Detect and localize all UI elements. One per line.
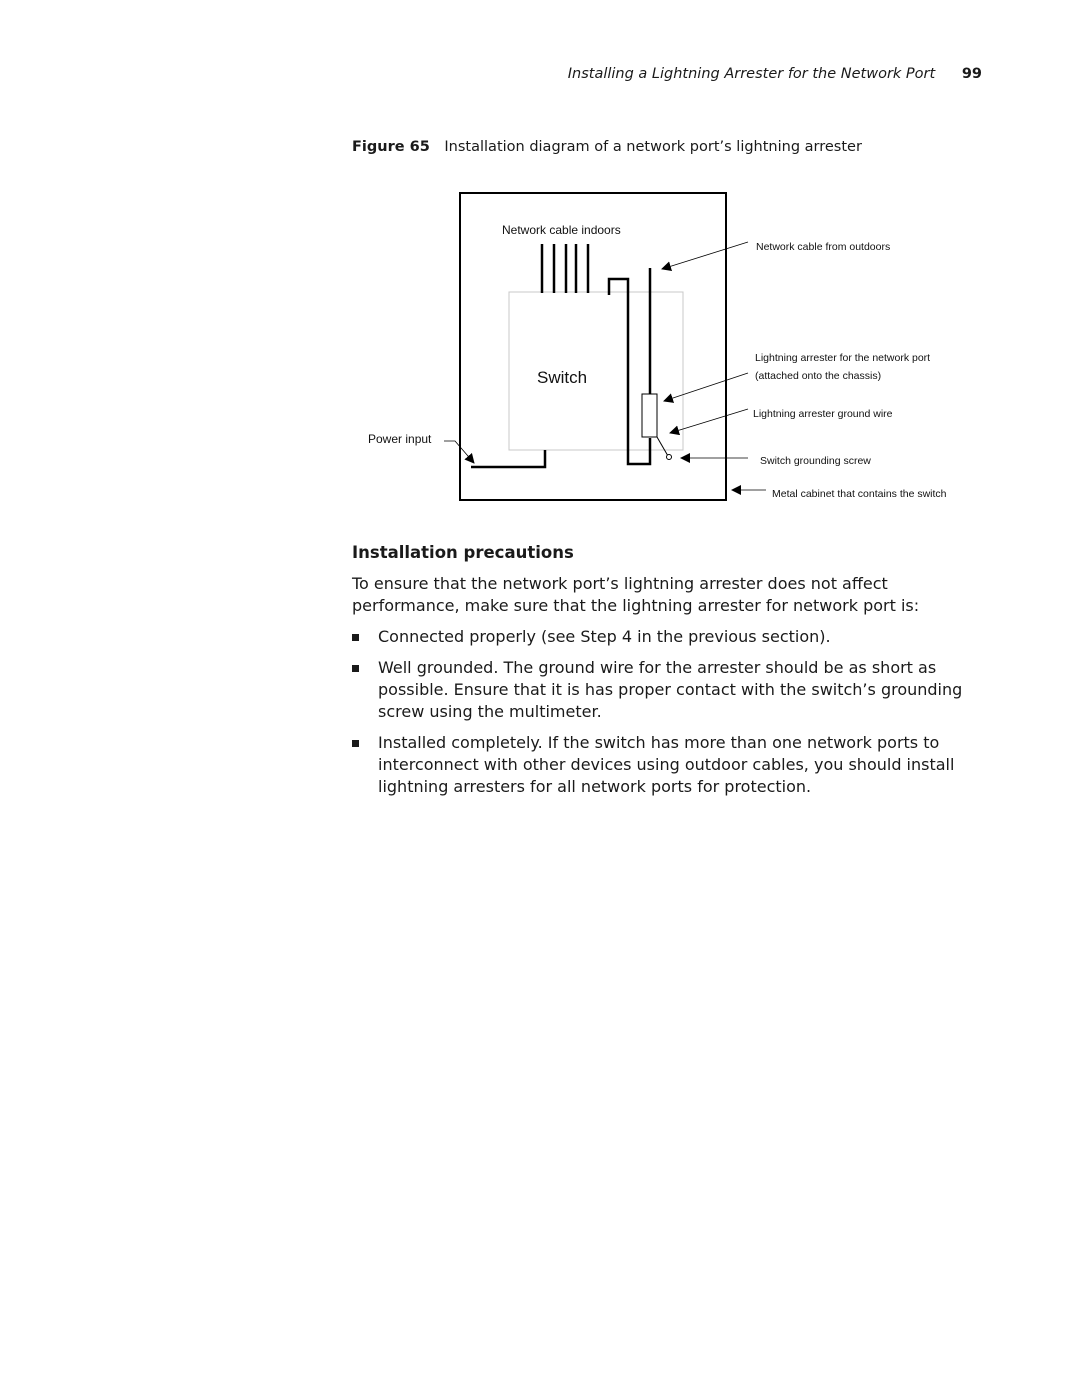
ground-wire-pointer xyxy=(670,409,748,433)
installation-diagram xyxy=(0,0,1080,540)
intro-paragraph: To ensure that the network port’s lightning arrester does not affect performance, make sure that the lightning arrester for network port is: xyxy=(352,574,920,615)
cabinet-label: Metal cabinet that contains the switch xyxy=(772,488,947,500)
bullet-marker xyxy=(352,740,359,747)
arrester-label-line2: (attached onto the chassis) xyxy=(755,370,882,382)
precautions-list xyxy=(352,626,1004,807)
power-input-label: Power input xyxy=(368,432,432,446)
list-item-text: Installed completely. If the switch has more than one network ports to interconnect with other devices using outdoor cables, you should install lightning arresters for all network ports for protection. xyxy=(378,733,955,796)
lightning-arrester-box xyxy=(642,394,657,437)
bullet-marker xyxy=(352,634,359,641)
section-heading: Installation precautions xyxy=(352,543,574,562)
figure-label: Figure 65 xyxy=(352,139,430,155)
grounding-screw-label: Switch grounding screw xyxy=(760,455,871,467)
arrester-ground-wire xyxy=(657,437,668,456)
switch-label: Switch xyxy=(537,368,588,387)
bullet-marker xyxy=(352,665,359,672)
network-cable-indoors-label: Network cable indoors xyxy=(502,223,621,237)
power-cable xyxy=(471,450,545,467)
list-item xyxy=(352,626,1004,648)
arrester-pointer xyxy=(664,373,748,401)
grounding-screw xyxy=(667,455,672,460)
list-item-text: Well grounded. The ground wire for the arrester should be as short as possible. Ensure that it is has proper contact with the switch’s grounding screw using the multimeter. xyxy=(378,658,963,721)
list-item xyxy=(352,657,1004,723)
list-item-text: Connected properly (see Step 4 in the previous section). xyxy=(378,627,831,646)
indoor-network-cables xyxy=(542,244,588,293)
page-number: 99 xyxy=(961,66,982,82)
header-title: Installing a Lightning Arrester for the Network Port xyxy=(567,66,936,82)
metal-cabinet xyxy=(460,193,726,500)
arrester-label-line1: Lightning arrester for the network port xyxy=(755,352,931,364)
figure-caption-text: Installation diagram of a network port’s lightning arrester xyxy=(444,139,862,155)
outdoor-cable-pointer xyxy=(662,242,748,269)
list-item xyxy=(352,732,1004,798)
ground-wire-label: Lightning arrester ground wire xyxy=(753,408,893,420)
network-cable-outdoors-label: Network cable from outdoors xyxy=(756,241,891,253)
